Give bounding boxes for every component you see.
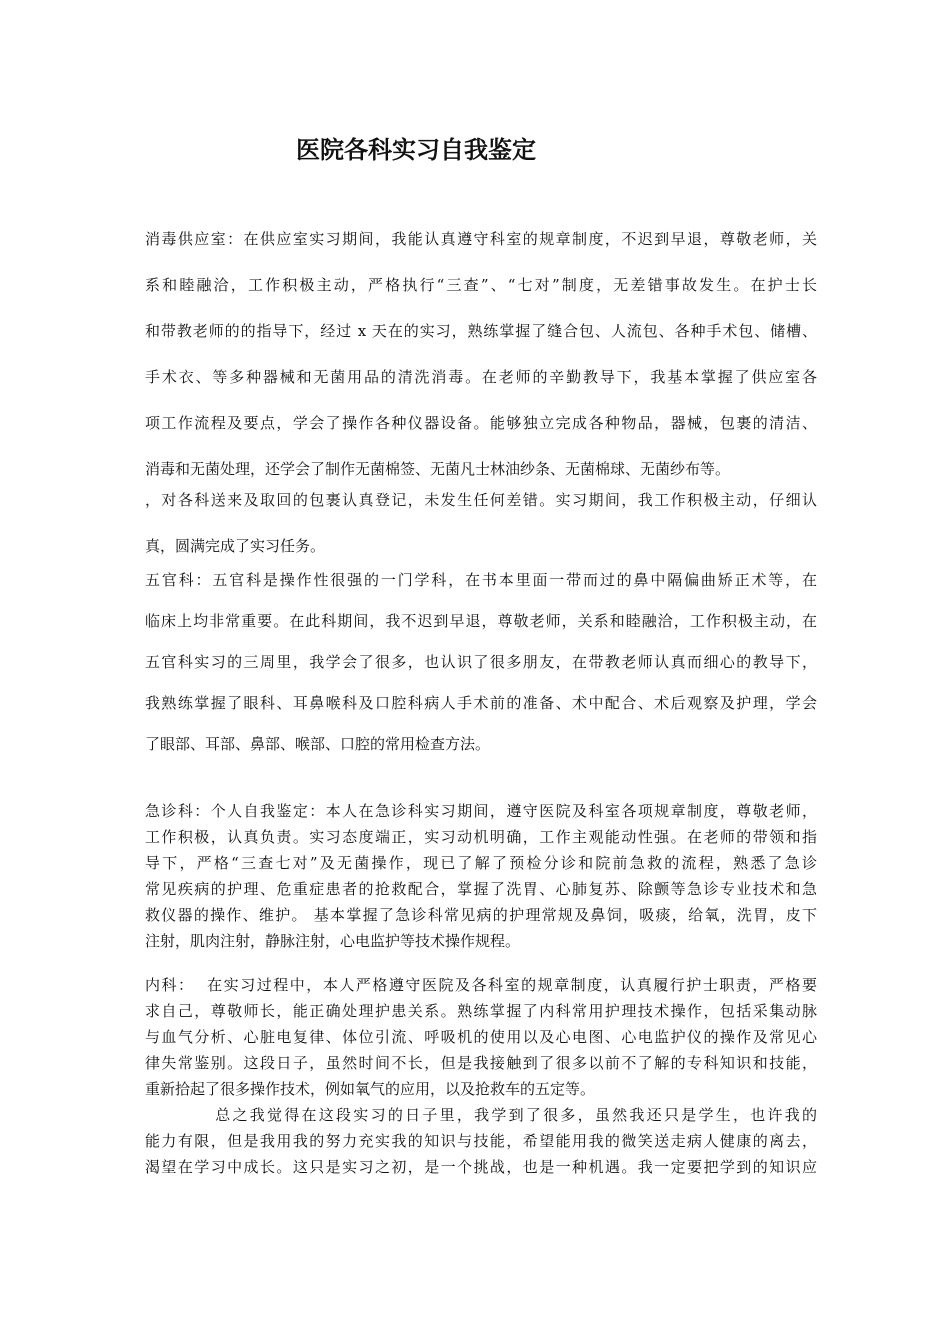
text-line: 渴望在学习中成长。这只是实习之初，是一个挑战，也是一种机遇。我一定要把学到的知识应 (145, 1158, 817, 1176)
document-title: 医院各科实习自我鉴定 (296, 135, 536, 164)
section-internal (145, 972, 817, 1180)
text-line: 临床上均非常重要。在此科期间，我不迟到早退，尊敬老师，关系和睦融洽，工作积极主动，在 (145, 612, 817, 630)
text-line: 消毒和无菌处理，还学会了制作无菌棉签、无菌凡士林油纱条、无菌棉球、无菌纱布等。 (145, 460, 731, 478)
text-line: 能力有限，但是我用我的努力充实我的知识与技能，希望能用我的微笑送走病人健康的离去， (145, 1132, 817, 1150)
text-line: 五官科：五官科是操作性很强的一门学科，在书本里面一带而过的鼻中隔偏曲矫正术等，在 (145, 571, 817, 589)
text-line: 律失常鉴别。这段日子，虽然时间不长，但是我接触到了很多以前不了解的专科知识和技能， (145, 1054, 817, 1072)
text-line: 常见疾病的护理、危重症患者的抢救配合，掌握了洗胃、心肺复苏、除颤等急诊专业技术和急 (145, 880, 817, 898)
text-line: ，对各科送来及取回的包裹认真登记，未发生任何差错。实习期间，我工作积极主动，仔细认 (145, 491, 817, 509)
text-line: 手术衣、等多种器械和无菌用品的清洗消毒。在老师的辛勤教导下，我基本掌握了供应室各 (145, 368, 817, 386)
text-line: 五官科实习的三周里，我学会了很多，也认识了很多朋友，在带教老师认真而细心的教导下， (145, 653, 817, 671)
text-line: 与血气分析、心脏电复律、体位引流、呼吸机的使用以及心电图、心电监护仪的操作及常见心 (145, 1028, 817, 1046)
text-line: 系和睦融洽，工作积极主动，严格执行“三查”、“七对”制度，无差错事故发生。在护士长 (145, 276, 817, 294)
text-line: 救仪器的操作、维护。 基本掌握了急诊科常见病的护理常规及鼻饲，吸痰，给氧，洗胃，皮下 (145, 906, 817, 924)
text-line: 急诊科：个人自我鉴定：本人在急诊科实习期间，遵守医院及科室各项规章制度，尊敬老师， (145, 802, 817, 820)
text-line: 重新拾起了很多操作技术，例如氧气的应用，以及抢救车的五定等。 (145, 1080, 596, 1098)
text-line: 注射，肌肉注射，静脉注射，心电监护等技术操作规程。 (145, 932, 521, 950)
text-line: 求自己，尊敬师长，能正确处理护患关系。熟练掌握了内科常用护理技术操作，包括采集动脉 (145, 1002, 817, 1020)
text-line: 总之我觉得在这段实习的日子里，我学到了很多，虽然我还只是学生，也许我的 (145, 1106, 817, 1124)
section-emergency (145, 798, 817, 954)
text-line: 项工作流程及要点，学会了操作各种仪器设备。能够独立完成各种物品，器械，包裹的清洁、 (145, 414, 817, 432)
text-line: 导下，严格“三查七对”及无菌操作，现已了解了预检分诊和院前急救的流程，熟悉了急诊 (145, 854, 817, 872)
section-supply (145, 225, 817, 578)
text-line: 和带教老师的的指导下，经过 x 天在的实习，熟练掌握了缝合包、人流包、各种手术包、储槽、 (145, 322, 817, 340)
text-line: 消毒供应室：在供应室实习期间，我能认真遵守科室的规章制度，不迟到早退，尊敬老师，关 (145, 230, 817, 248)
text-line: 我熟练掌握了眼科、耳鼻喉科及口腔科病人手术前的准备、术中配合、术后观察及护理，学会 (145, 694, 817, 712)
text-line: 工作积极，认真负责。实习态度端正，实习动机明确，工作主观能动性强。在老师的带领和指 (145, 828, 817, 846)
section-ent (145, 566, 817, 771)
text-line: 了眼部、耳部、鼻部、喉部、口腔的常用检查方法。 (145, 735, 491, 753)
text-line: 内科： 在实习过程中，本人严格遵守医院及各科室的规章制度，认真履行护士职责，严格要 (145, 976, 817, 994)
text-line: 真，圆满完成了实习任务。 (145, 537, 326, 555)
